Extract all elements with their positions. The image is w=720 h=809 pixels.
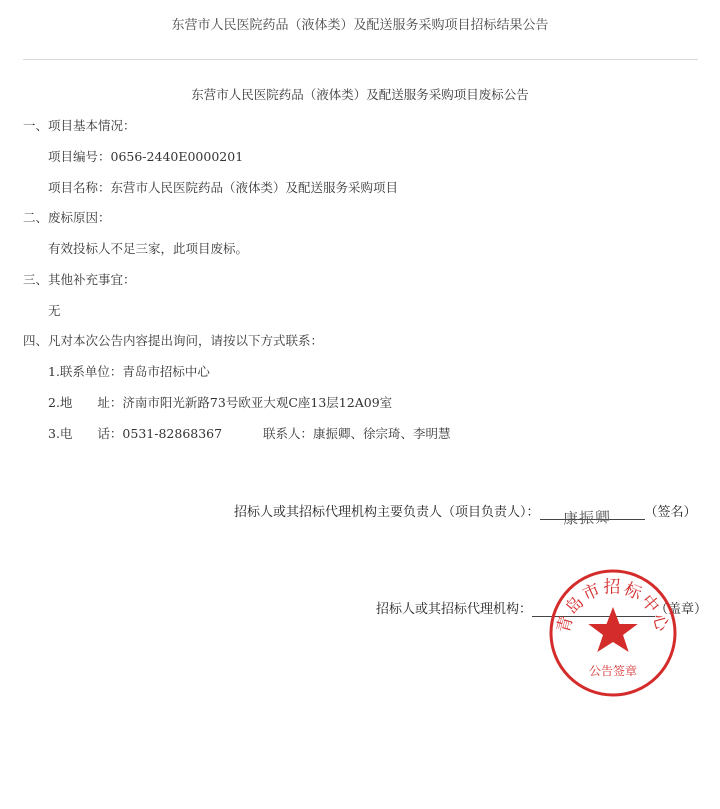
seal-caption: 公告签章 — [588, 664, 638, 678]
principal-label: 招标人或其招标代理机构主要负责人（项目负责人）： — [234, 505, 540, 520]
header-divider — [23, 59, 698, 60]
void-reason: 有效投标人不足三家，此项目废标。 — [48, 241, 249, 256]
seal-star-icon — [588, 607, 637, 652]
page-header-title: 东营市人民医院药品（液体类）及配送服务采购项目招标结果公告 — [171, 18, 549, 33]
official-seal — [548, 568, 678, 698]
project-name: 项目名称：东营市人民医院药品（液体类）及配送服务采购项目 — [48, 180, 399, 195]
contact-address: 2.地 址：济南市阳光新路73号欧亚大观C座13层12A09室 — [48, 395, 393, 410]
seal-org-text: 青岛市招标中心 — [553, 577, 673, 636]
section2-heading: 二、废标原因： — [23, 210, 111, 225]
contact-persons: 联系人：康振卿、徐宗琦、李明慧 — [263, 426, 451, 441]
handwritten-signature: 康振卿 — [562, 508, 612, 528]
document-title: 东营市人民医院药品（液体类）及配送服务采购项目废标公告 — [191, 87, 529, 102]
contact-unit: 1.联系单位：青岛市招标中心 — [48, 364, 210, 379]
section1-heading: 一、项目基本情况： — [23, 118, 136, 133]
principal-suffix: （签名） — [644, 505, 697, 520]
project-number: 项目编号：0656-2440E0000201 — [48, 149, 244, 164]
agency-suffix: （盖章） — [655, 602, 708, 617]
agency-label: 招标人或其招标代理机构： — [376, 602, 533, 617]
section4-heading: 四、凡对本次公告内容提出询问，请按以下方式联系： — [23, 333, 324, 348]
section3-heading: 三、其他补充事宜： — [23, 272, 136, 287]
principal-signature-line — [234, 501, 697, 520]
contact-phone: 3.电 话：0531-82868367 — [48, 426, 223, 441]
supplementary-content: 无 — [48, 303, 61, 318]
